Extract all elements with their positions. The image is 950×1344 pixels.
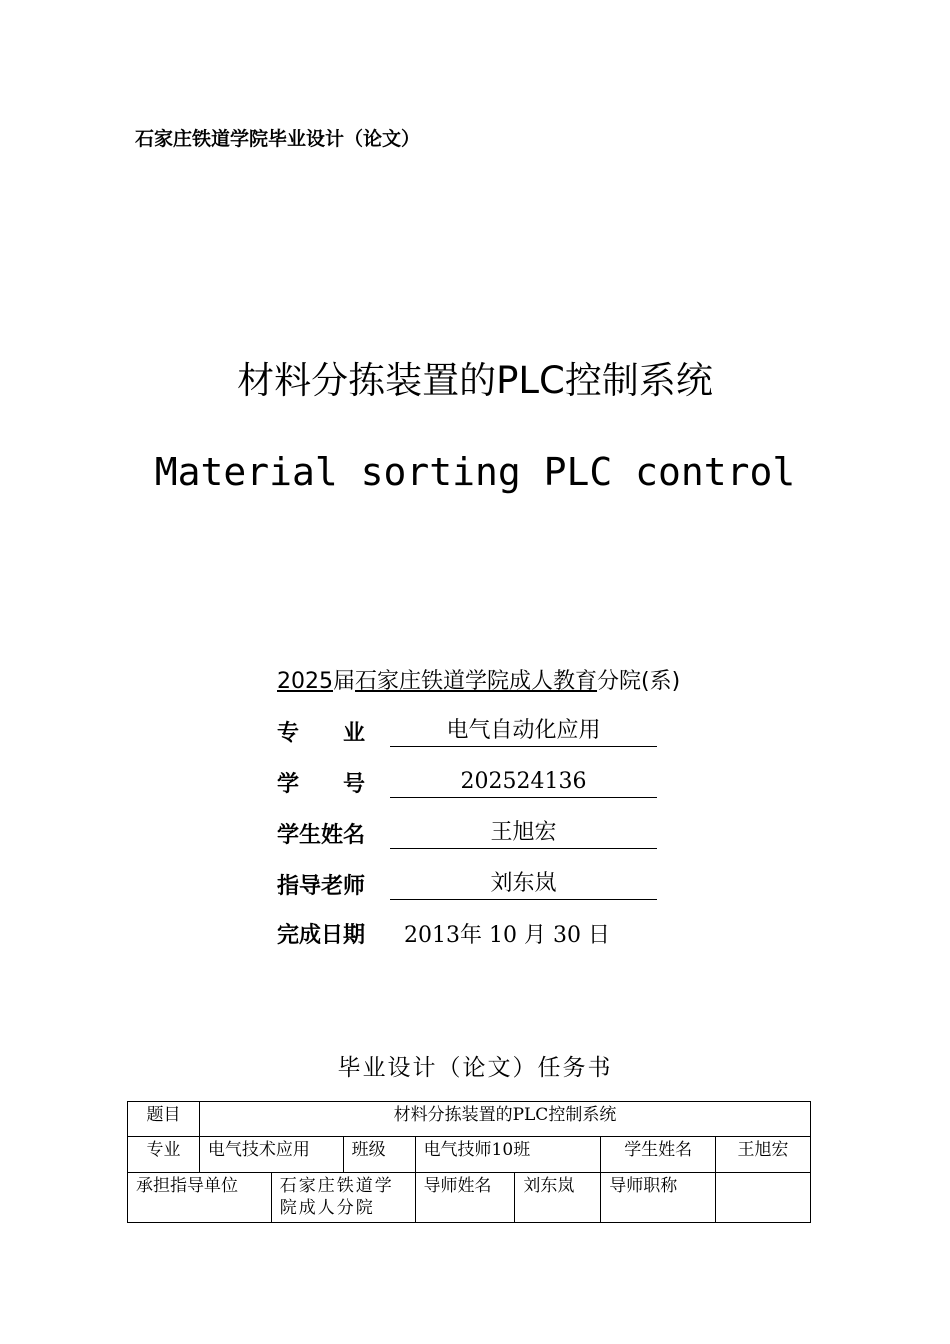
advisor-value: 刘东岚 <box>390 869 657 900</box>
table-row <box>128 1173 811 1223</box>
header-text: 石家庄铁道学院毕业设计（论文） <box>135 128 421 150</box>
completion-date-label: 完成日期 <box>277 923 366 948</box>
unit-value-cell: 石家庄铁道学院成人分院 <box>271 1173 415 1223</box>
major-value-cell: 电气技术应用 <box>199 1137 343 1173</box>
advisor-value-cell: 刘东岚 <box>515 1173 601 1223</box>
advisor-label-cell: 导师姓名 <box>415 1173 515 1223</box>
school-name: 石家庄铁道学院成人教育 <box>355 669 598 694</box>
thesis-title-chinese: 材料分拣装置的PLC控制系统 <box>237 359 713 402</box>
table-row <box>128 1137 811 1173</box>
topic-label-cell: 题目 <box>128 1102 200 1137</box>
table-row <box>128 1102 811 1137</box>
advisor-title-value-cell <box>716 1173 811 1223</box>
topic-value-cell: 材料分拣装置的PLC控制系统 <box>199 1102 810 1137</box>
completion-date-value: 2013年 10 月 30 日 <box>404 923 610 948</box>
student-name-value-cell: 王旭宏 <box>716 1137 811 1173</box>
task-book-table <box>127 1101 811 1223</box>
task-book-title: 毕业设计（论文）任务书 <box>337 1055 613 1081</box>
major-value: 电气自动化应用 <box>390 716 657 747</box>
school-line <box>277 664 680 695</box>
advisor-label: 指导老师 <box>277 874 366 899</box>
graduation-year: 2025 <box>277 669 333 694</box>
unit-label-cell: 承担指导单位 <box>128 1173 272 1223</box>
student-name-label: 学生姓名 <box>277 823 366 848</box>
jie-label: 届 <box>333 669 356 694</box>
class-value-cell: 电气技师10班 <box>415 1137 601 1173</box>
student-name-value: 王旭宏 <box>390 818 657 849</box>
thesis-title-english: Material sorting PLC control <box>154 450 796 494</box>
student-name-label-cell: 学生姓名 <box>601 1137 716 1173</box>
student-id-label: 学 号 <box>277 772 366 797</box>
completion-date-row <box>277 918 610 949</box>
student-id-value: 202524136 <box>390 767 657 798</box>
division-suffix: 分院(系) <box>597 669 681 694</box>
major-label-cell: 专业 <box>128 1137 200 1173</box>
advisor-title-label-cell: 导师职称 <box>601 1173 716 1223</box>
major-label: 专 业 <box>277 721 366 746</box>
class-label-cell: 班级 <box>343 1137 415 1173</box>
